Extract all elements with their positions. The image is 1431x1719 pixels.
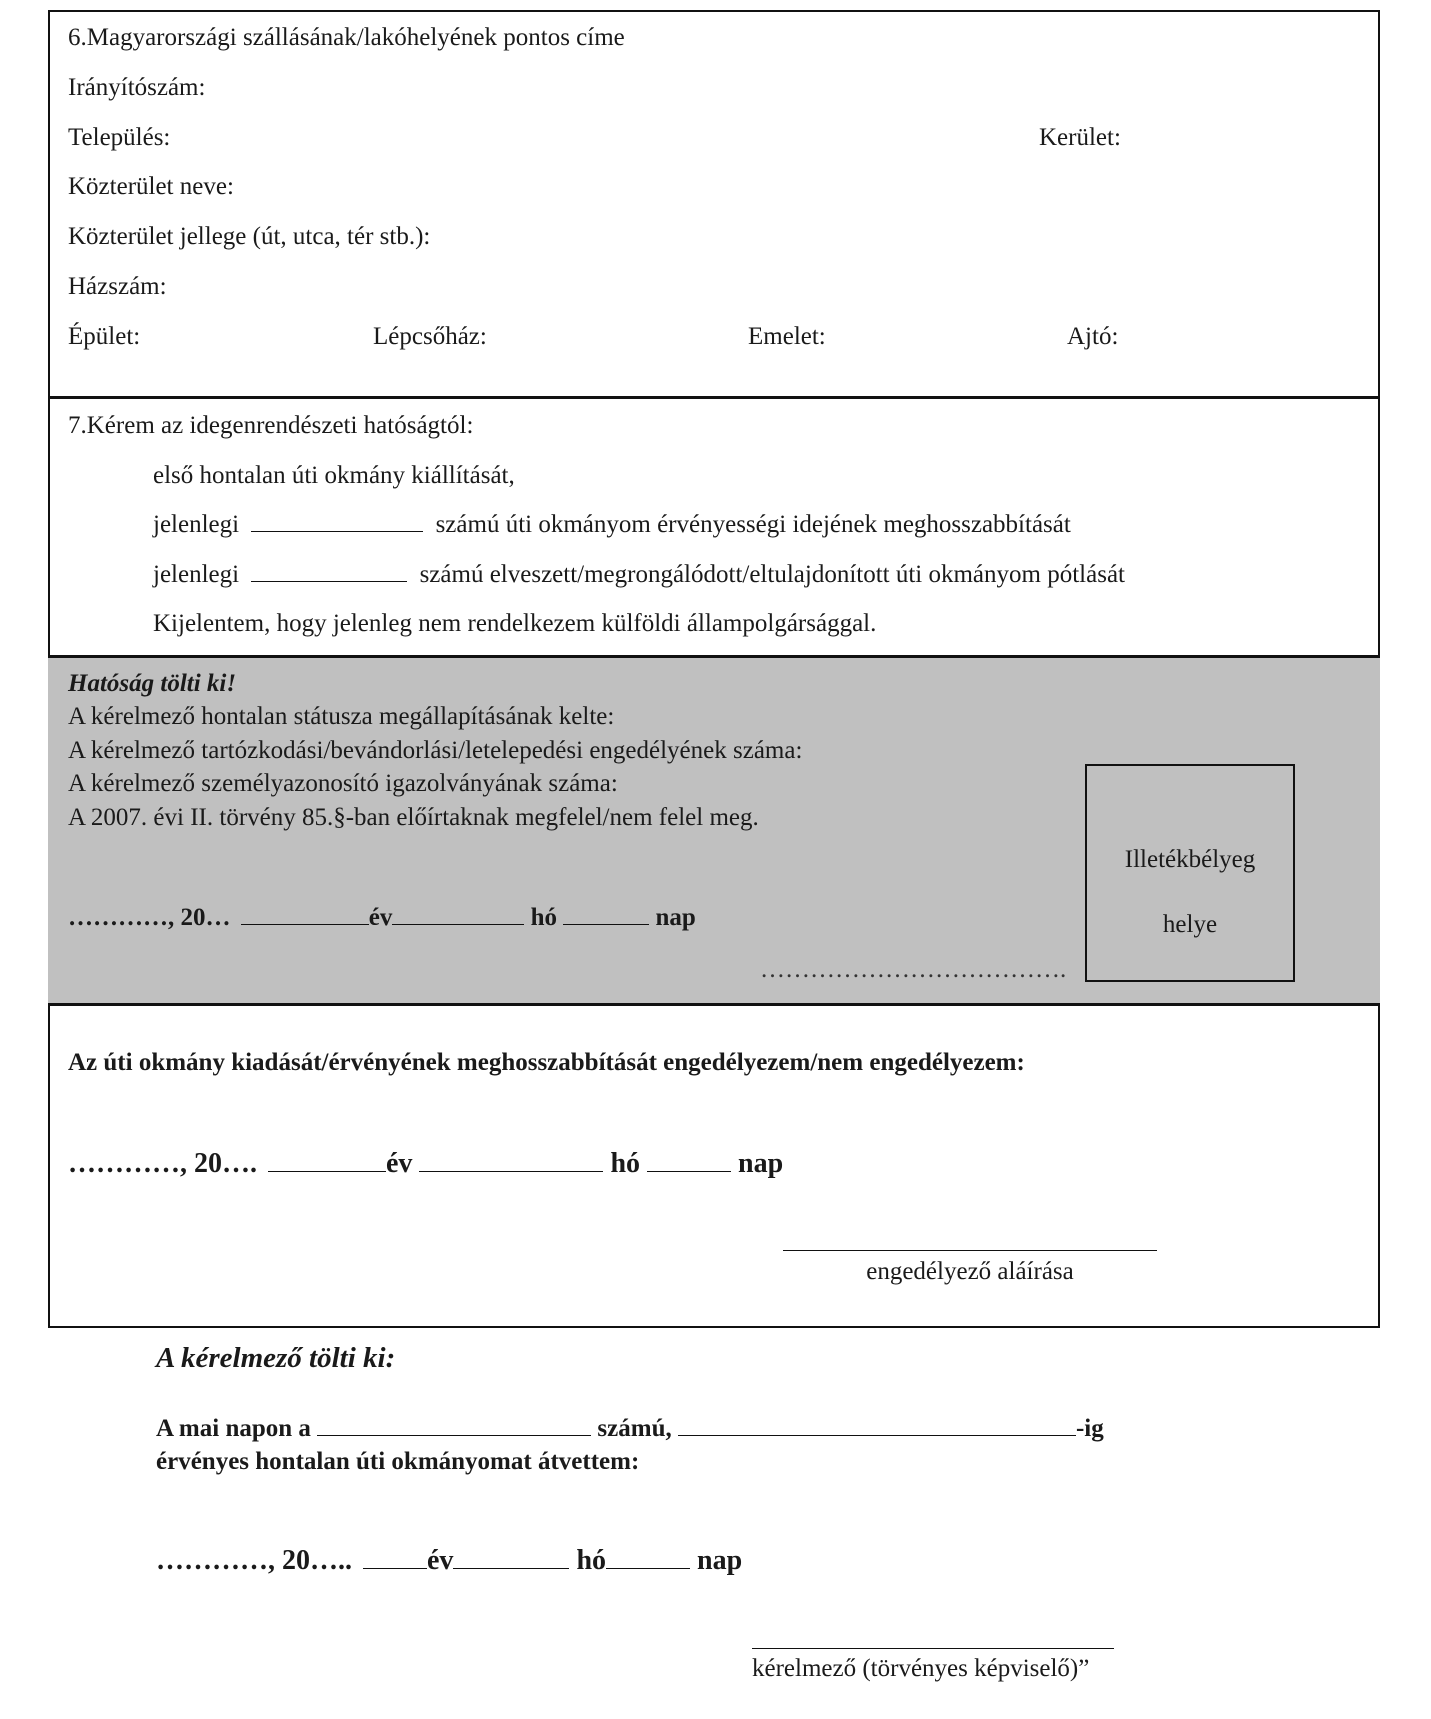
section6-heading: 6.Magyarországi szállásának/lakóhelyének pontos címe xyxy=(68,24,625,51)
option-first-issue: első hontalan úti okmány kiállítását, xyxy=(153,462,515,489)
received-document-number-blank[interactable] xyxy=(317,1434,591,1436)
approval-signature-line[interactable] xyxy=(783,1250,1157,1251)
divider-section7-authority xyxy=(48,655,1380,658)
approval-signature-label: engedélyező aláírása xyxy=(866,1258,1074,1285)
applicant-signature-line[interactable] xyxy=(752,1648,1114,1649)
document-number-blank[interactable] xyxy=(251,530,423,532)
authority-month-label: hó xyxy=(530,904,558,931)
applicant-receipt-prefix: A mai napon a xyxy=(156,1415,311,1442)
section7-heading: 7.Kérem az idegenrendészeti hatóságtól: xyxy=(68,412,474,439)
authority-year-blank[interactable] xyxy=(241,923,369,925)
citizenship-declaration: Kijelentem, hogy jelenleg nem rendelkezem külföldi állampolgársággal. xyxy=(153,610,877,637)
door-label: Ajtó: xyxy=(1067,323,1119,350)
option-extension xyxy=(153,510,1071,540)
authority-line-status-date: A kérelmező hontalan státusza megállapításának kelte: xyxy=(68,703,615,730)
approval-date-place: …………, 20…. xyxy=(68,1148,257,1179)
authority-date-line xyxy=(68,903,696,933)
authority-day-label: nap xyxy=(655,904,696,931)
applicant-heading: A kérelmező tölti ki: xyxy=(156,1342,396,1374)
postal-code-label: Irányítószám: xyxy=(68,74,206,101)
approval-statement: Az úti okmány kiadását/érvényének meghosszabbítását engedélyezem/nem engedélyezem: xyxy=(68,1049,1025,1076)
building-label: Épület: xyxy=(68,323,141,350)
staircase-label: Lépcsőház: xyxy=(373,323,487,350)
approval-year-label: év xyxy=(386,1148,413,1179)
settlement-label: Település: xyxy=(68,124,171,151)
applicant-month-blank[interactable] xyxy=(453,1567,569,1569)
authority-day-blank[interactable] xyxy=(563,923,649,925)
street-type-label: Közterület jellege (út, utca, tér stb.): xyxy=(68,223,431,250)
authority-line-permit-number: A kérelmező tartózkodási/bevándorlási/letelepedési engedélyének száma: xyxy=(68,737,803,764)
option-replacement-suffix: számú elveszett/megrongálódott/eltulajdonított úti okmányom pótlását xyxy=(419,561,1125,588)
approval-month-blank[interactable] xyxy=(419,1170,603,1172)
applicant-receipt-line2: érvényes hontalan úti okmányomat átvettem: xyxy=(156,1448,640,1475)
applicant-day-label: nap xyxy=(697,1545,743,1576)
option-extension-suffix: számú úti okmányom érvényességi idejének meghosszabbítását xyxy=(435,511,1071,538)
authority-line-id-number: A kérelmező személyazonosító igazolványának száma: xyxy=(68,770,618,797)
approval-month-label: hó xyxy=(610,1148,641,1179)
stamp-label-line1: Illetékbélyeg xyxy=(1124,846,1256,873)
option-replacement xyxy=(153,560,1125,590)
house-number-label: Házszám: xyxy=(68,273,167,300)
divider-section6-7 xyxy=(48,396,1380,399)
option-replacement-prefix: jelenlegi xyxy=(153,561,240,588)
applicant-receipt-line1 xyxy=(156,1414,1104,1444)
applicant-month-label: hó xyxy=(576,1545,607,1576)
authority-heading: Hatóság tölti ki! xyxy=(68,670,237,697)
applicant-date-line xyxy=(156,1545,742,1577)
applicant-receipt-middle: számú, xyxy=(597,1415,672,1442)
authority-date-place: …………, 20… xyxy=(68,904,231,931)
option-extension-prefix: jelenlegi xyxy=(153,511,240,538)
approval-day-blank[interactable] xyxy=(647,1170,731,1172)
applicant-date-place: …………, 20….. xyxy=(156,1545,352,1576)
approval-year-blank[interactable] xyxy=(268,1170,386,1172)
stamp-label-line2: helye xyxy=(1162,911,1218,938)
approval-date-line xyxy=(68,1148,783,1180)
applicant-signature-label: kérelmező (törvényes képviselő)” xyxy=(752,1655,1090,1682)
applicant-year-blank[interactable] xyxy=(363,1567,427,1569)
applicant-receipt-suffix: -ig xyxy=(1075,1415,1104,1442)
district-label: Kerület: xyxy=(1039,124,1121,151)
authority-year-label: év xyxy=(368,904,393,931)
applicant-day-blank[interactable] xyxy=(606,1567,690,1569)
authority-line-law-compliance: A 2007. évi II. törvény 85.§-ban előírtaknak megfelel/nem felel meg. xyxy=(68,804,759,831)
street-name-label: Közterület neve: xyxy=(68,173,234,200)
applicant-year-label: év xyxy=(427,1545,454,1576)
valid-until-blank[interactable] xyxy=(678,1434,1076,1436)
floor-label: Emelet: xyxy=(748,323,826,350)
lost-document-number-blank[interactable] xyxy=(251,580,407,582)
authority-signature-dots: ………………………………. xyxy=(760,956,1067,983)
divider-authority-approval xyxy=(48,1003,1380,1006)
authority-month-blank[interactable] xyxy=(392,923,524,925)
approval-day-label: nap xyxy=(738,1148,784,1179)
